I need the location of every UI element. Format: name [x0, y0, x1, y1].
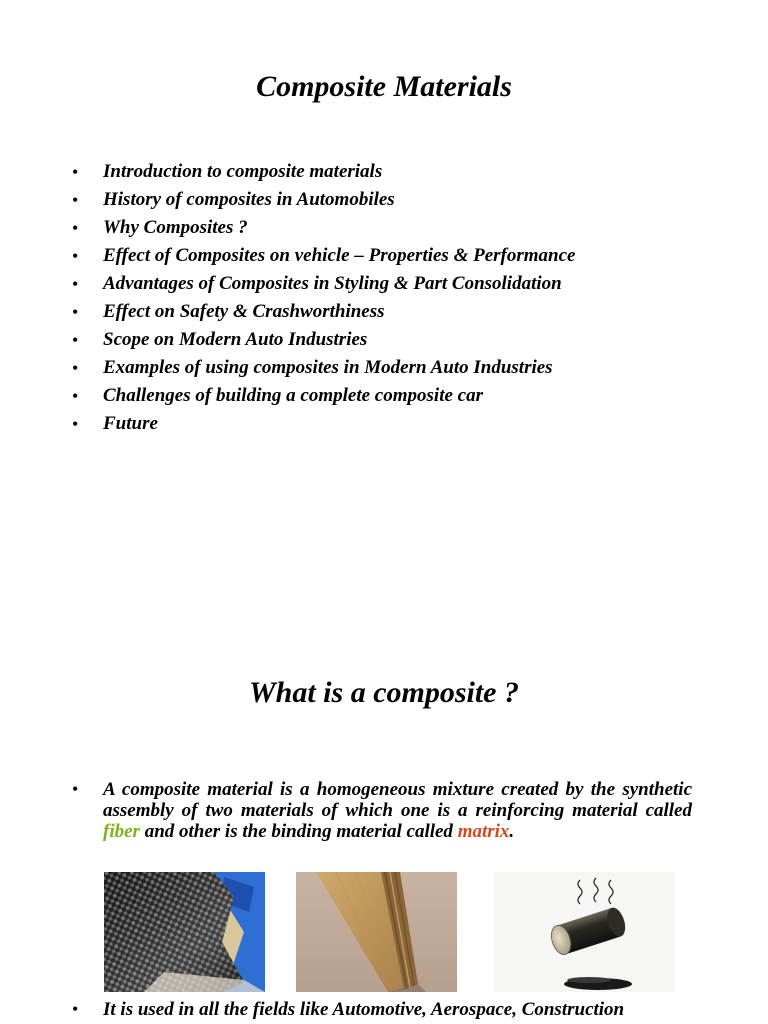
bullet-icon: •: [72, 246, 79, 266]
bullet-icon: •: [72, 999, 79, 1019]
usage-paragraph: [72, 999, 692, 1020]
list-item-text: Scope on Modern Auto Industries: [103, 329, 368, 350]
list-item-text: Advantages of Composites in Styling & Part Consolidation: [103, 273, 562, 294]
matrix-term: matrix: [457, 821, 510, 842]
list-item-text: Why Composites ?: [103, 217, 248, 238]
definition-paragraph: [72, 779, 692, 842]
bullet-icon: •: [72, 358, 79, 378]
bullet-icon: •: [72, 779, 79, 799]
bullet-icon: •: [72, 386, 79, 406]
list-item-text: Challenges of building a complete composite car: [103, 385, 483, 406]
bullet-icon: •: [72, 218, 79, 238]
definition-prefix: A composite material is a homogeneous mixture created by the synthetic assembly of two materials of which one is a reinforcing material called: [103, 779, 692, 821]
list-item-text: Effect on Safety & Crashworthiness: [103, 301, 385, 322]
section-title: What is a composite ?: [248, 676, 519, 709]
page-title: Composite Materials: [256, 70, 512, 103]
bullet-icon: •: [72, 330, 79, 350]
fiber-term: fiber: [103, 821, 140, 842]
bullet-icon: •: [72, 190, 79, 210]
bullet-icon: •: [72, 302, 79, 322]
bullet-icon: •: [72, 274, 79, 294]
bullet-icon: •: [72, 414, 79, 434]
definition-suffix: .: [509, 821, 515, 842]
plywood-plank-photo: [296, 872, 457, 992]
heated-cylinder-illustration: [494, 872, 675, 992]
usage-text: It is used in all the fields like Automotive, Aerospace, Construction: [103, 999, 625, 1020]
definition-middle: and other is the binding material called: [139, 821, 458, 842]
list-item-text: Examples of using composites in Modern Auto Industries: [103, 357, 553, 378]
list-item-text: Future: [103, 413, 158, 434]
carbon-fiber-fabric-photo: [104, 872, 265, 992]
definition-text: [103, 779, 692, 842]
bullet-icon: •: [72, 162, 79, 182]
list-item-text: Effect of Composites on vehicle – Properties & Performance: [103, 245, 576, 266]
list-item-text: Introduction to composite materials: [103, 161, 383, 182]
list-item-text: History of composites in Automobiles: [103, 189, 395, 210]
